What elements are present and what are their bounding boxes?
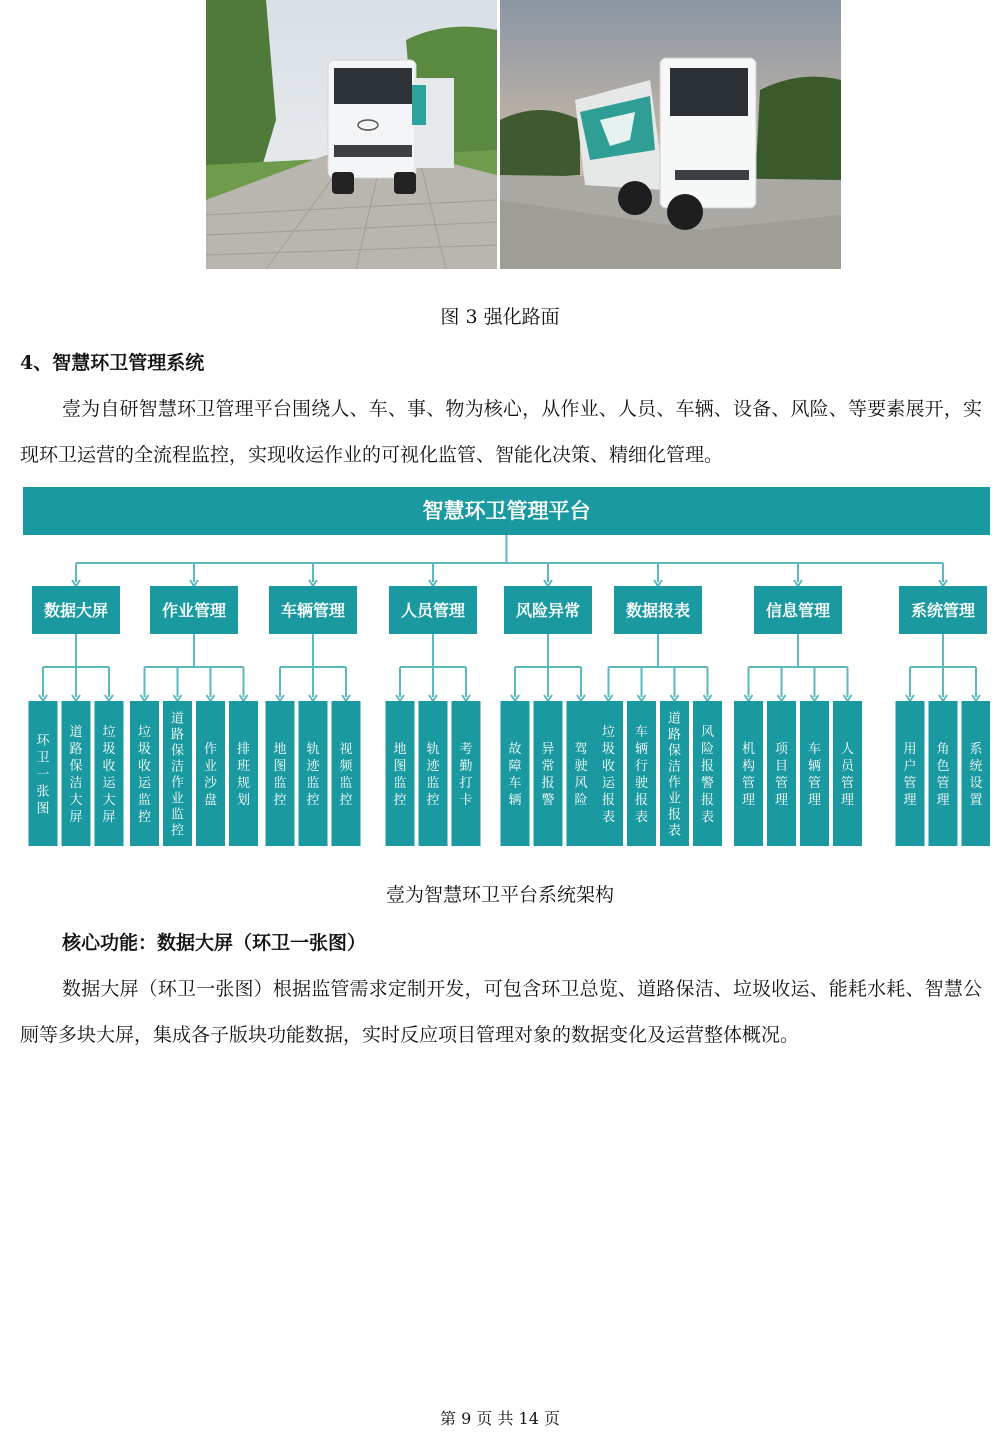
child-label: 垃圾收运报表 [601,725,616,825]
core-feature-paragraph: 数据大屏（环卫一张图）根据监管需求定制开发，可包含环卫总览、道路保洁、垃圾收运、能耗水耗、智慧公厕等多块大屏，集成各子版块功能数据，实时反应项目管理对象的数据变化及运营整体概况。 [20,978,982,1046]
module-label: 信息管理 [765,601,831,620]
architecture-diagram [23,487,990,850]
child-label: 轨迹监控 [306,742,320,808]
child-label: 垃圾收运大屏 [102,725,116,825]
intro-paragraph: 壹为自研智慧环卫管理平台围绕人、车、事、物为核心，从作业、人员、车辆、设备、风险、等要素展开，实现环卫运营的全流程监控，实现收运作业的可视化监管、智能化决策、精细化管理。 [20,398,982,466]
module-label: 风险异常 [515,601,581,620]
figure-caption: 图 3 强化路面 [440,306,560,328]
child-label: 风险报警报表 [700,725,715,825]
core-feature-heading: 核心功能：数据大屏（环卫一张图） [62,932,367,954]
child-label: 考勤打卡 [459,742,473,808]
child-label: 道路保洁作业报表 [667,711,682,839]
child-label: 系统设置 [969,742,983,808]
module-label: 车辆管理 [280,601,346,620]
diagram-nodes [29,586,991,846]
child-label: 视频监控 [339,742,353,808]
child-label: 垃圾收运监控 [137,725,152,825]
child-label: 车辆行驶报表 [634,725,649,825]
truck-photo-front [206,0,497,269]
module-label: 数据大屏 [43,601,109,620]
child-label: 角色管理 [936,742,950,808]
child-label: 道路保洁作业监控 [170,711,185,839]
section-heading: 4、智慧环卫管理系统 [20,352,205,374]
page-footer: 第 9 页 共 14 页 [440,1409,560,1428]
child-label: 环卫一张图 [36,733,50,817]
module-label: 人员管理 [400,601,466,620]
child-label: 项目管理 [774,742,789,808]
child-label: 机构管理 [741,742,756,808]
module-label: 系统管理 [910,601,976,620]
truck-photo-side-image [500,0,841,269]
child-label: 车辆管理 [807,742,822,808]
module-label: 作业管理 [161,601,227,620]
child-label: 驾驶风险 [574,742,588,808]
child-label: 故障车辆 [508,742,522,808]
truck-photo-side [500,0,841,269]
child-label: 用户管理 [903,742,917,808]
child-label: 作业沙盘 [203,742,218,808]
diagram-root-title: 智慧环卫管理平台 [422,499,591,523]
child-label: 人员管理 [840,742,855,808]
module-label: 数据报表 [625,601,691,620]
child-label: 地图监控 [393,742,407,808]
child-label: 道路保洁大屏 [69,725,83,825]
child-label: 排班规划 [236,742,251,808]
child-label: 轨迹监控 [426,742,440,808]
child-label: 地图监控 [273,742,287,808]
child-label: 异常报警 [541,742,555,808]
diagram-caption: 壹为智慧环卫平台系统架构 [385,884,614,906]
truck-photo-front-image [206,0,497,269]
